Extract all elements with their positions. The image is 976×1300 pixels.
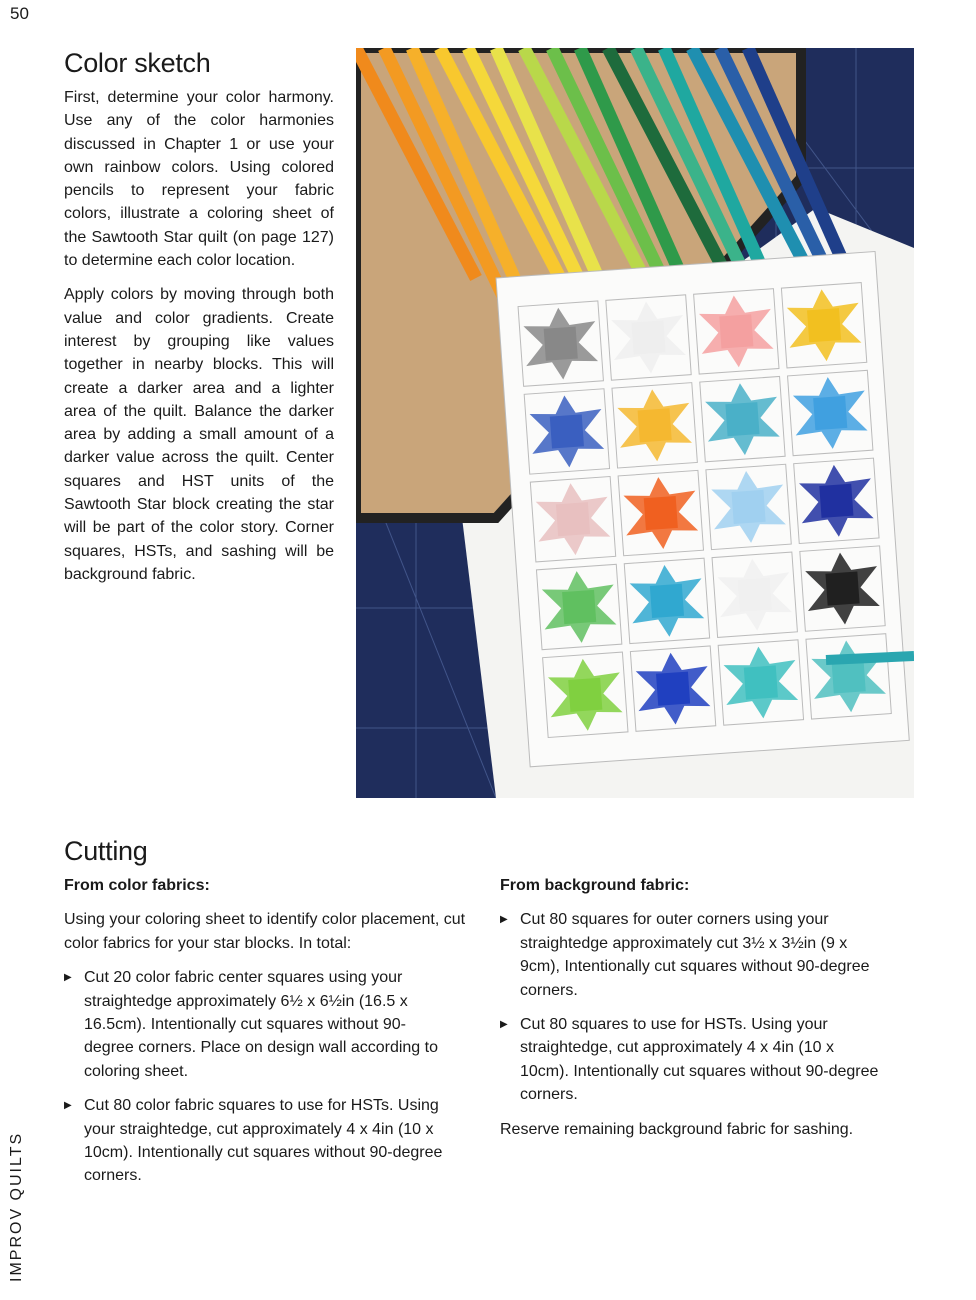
paragraph: Apply colors by moving through both value and color gradients. Create interest by grouping like values together in nearby blocks. This will create a darker area and a lighter area of the quilt. Balance the darker area by adding a small amount of a darker value across the quilt. Center squares and HST units of the Sawtooth Star block creating the star will be part of the color story. Corner squares, HSTs, and sashing will be background fabric.	[64, 286, 334, 583]
triangle-bullet-icon: ▶	[500, 1019, 508, 1031]
running-head: IMPROV QUILTS	[8, 1131, 25, 1282]
list-item-text: Cut 80 color fabric squares to use for HSTs. Using your straightedge, cut approximately 4 x 4in (10 x 10cm). Intentionally cut squares without 90-degree corners.	[84, 1097, 443, 1185]
list-item	[500, 1013, 880, 1107]
subheading: From color fabrics:	[64, 877, 210, 894]
background-fabric-column	[500, 874, 880, 1152]
triangle-bullet-icon: ▶	[64, 972, 72, 984]
page-number: 50	[10, 4, 29, 23]
list-item-text: Cut 80 squares to use for HSTs. Using your straightedge, cut approximately 4 x 4in (10 x 10cm). Intentionally cut squares without 90-degree corners.	[520, 1016, 879, 1104]
list-item-text: Cut 20 color fabric center squares using your straightedge approximately 6½ x 6½in (16.5 x 16.5cm). Intentionally cut squares without 90-degree corners. Place on design wall according to coloring sheet.	[84, 969, 438, 1080]
teal-pencil	[826, 656, 914, 660]
triangle-bullet-icon: ▶	[500, 914, 508, 926]
paragraph: Reserve remaining background fabric for sashing.	[500, 1120, 854, 1138]
coloring-sheet	[496, 251, 909, 766]
triangle-bullet-icon: ▶	[64, 1100, 72, 1112]
list-item	[500, 908, 880, 1002]
paragraph: First, determine your color harmony. Use any of the color harmonies discussed in Chapter 1 or use your own rainbow colors. Using colored pencils to represent your fabric colors, illustrate a coloring sheet of the Sawtooth Star quilt (on page 127) to determine each color location.	[64, 89, 334, 270]
subheading: From background fabric:	[500, 877, 690, 894]
photo-colored-pencils-coloring-sheet	[356, 48, 914, 798]
section-title-color-sketch: Color sketch	[64, 48, 211, 78]
list-item-text: Cut 80 squares for outer corners using your straightedge approximately cut 3½ x 3½in (9 x 9cm), Intentionally cut squares without 90-degree corners.	[520, 911, 870, 999]
section-title-cutting: Cutting	[64, 836, 148, 866]
paragraph: Using your coloring sheet to identify color placement, cut color fabrics for your star blocks. In total:	[64, 911, 466, 952]
color-sketch-body	[64, 86, 334, 597]
list-item	[64, 966, 454, 1083]
color-fabrics-column	[64, 874, 484, 1199]
list-item	[64, 1094, 464, 1188]
